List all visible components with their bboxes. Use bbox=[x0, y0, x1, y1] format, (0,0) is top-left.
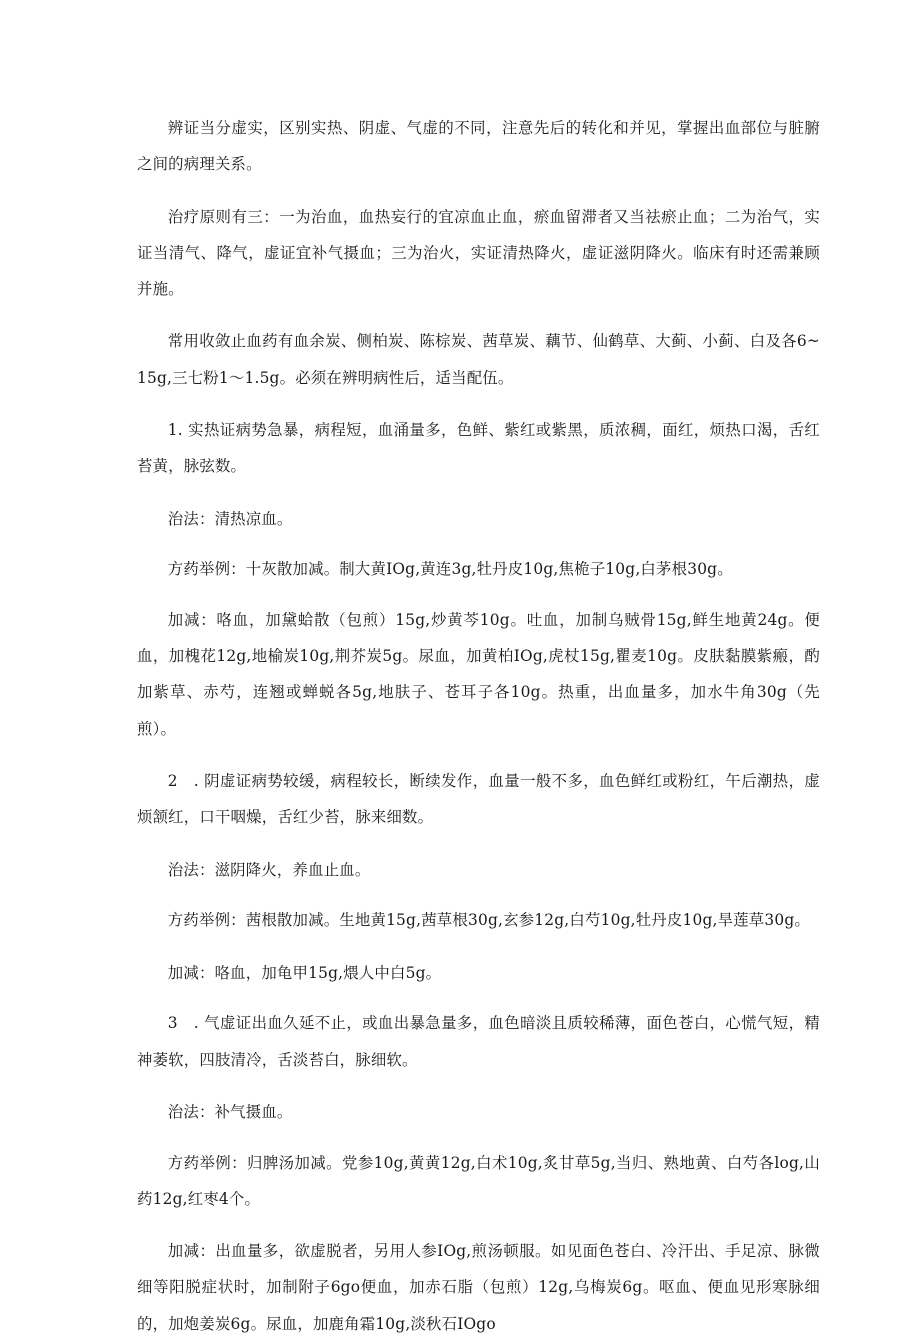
paragraph-excess-heat-formula: 方药举例：十灰散加减。制大黄IOg,黄连3g,牡丹皮10g,焦桅子10g,白茅根30g。 bbox=[167, 560, 733, 579]
paragraph-qi-deficiency-syndrome: 3 . 气虚证出血久延不止，或血出暴急量多，血色暗淡且质较稀薄，面色苍白，心慌气短，精神萎软，四肢清冷，舌淡苔白，脉细软。 bbox=[137, 1014, 820, 1069]
paragraph-qi-deficiency-modifications: 加减：出血量多，欲虚脱者，另用人参IOg,煎汤顿服。如见面色苍白、冷汗出、手足凉、脉微细等阳脱症状时，加制附子6go便血，加赤石脂（包煎）12g,乌梅炭6g。呕血、便血见形寒脉细的，加炮姜炭6g。尿血，加鹿角霜10g,淡秋石IOgo bbox=[137, 1242, 820, 1333]
paragraph-excess-heat-method: 治法：清热凉血。 bbox=[167, 509, 293, 528]
paragraph-yin-deficiency-method: 治法：滋阴降火，养血止血。 bbox=[167, 860, 371, 879]
paragraph-differentiation: 辨证当分虚实，区别实热、阴虚、气虚的不同，注意先后的转化和并见，掌握出血部位与脏腑之间的病理关系。 bbox=[137, 119, 820, 174]
paragraph-excess-heat-syndrome: 1. 实热证病势急暴，病程短，血涌量多，色鲜、紫红或紫黑，质浓稠，面红，烦热口渴，舌红苔黄，脉弦数。 bbox=[137, 420, 820, 476]
paragraph-qi-deficiency-formula: 方药举例：归脾汤加减。党参10g,黄黄12g,白术10g,炙甘草5g,当归、熟地黄、白芍各log,山药12g,红枣4个。 bbox=[137, 1153, 820, 1208]
paragraph-yin-deficiency-modifications: 加减：咯血，加龟甲15g,煨人中白5g。 bbox=[167, 963, 442, 982]
paragraph-qi-deficiency-method: 治法：补气摄血。 bbox=[167, 1102, 293, 1121]
paragraph-yin-deficiency-formula: 方药举例：茜根散加减。生地黄15g,茜草根30g,玄参12g,白芍10g,牡丹皮10g,旱莲草30g。 bbox=[167, 911, 811, 930]
paragraph-treatment-principles: 治疗原则有三：一为治血，血热妄行的宜凉血止血，瘀血留滞者又当祛瘀止血；二为治气，实证当清气、降气，虚证宜补气摄血；三为治火，实证清热降火，虚证滋阴降火。临床有时还需兼顾并施。 bbox=[137, 207, 820, 298]
paragraph-excess-heat-modifications: 加减：咯血，加黛蛤散（包煎）15g,炒黄芩10g。吐血，加制乌贼骨15g,鲜生地黄24g。便血，加槐花12g,地榆炭10g,荆芥炭5g。尿血，加黄柏IOg,虎杖15g,瞿麦10g。皮肤黏膜紫瘢，酌加紫草、赤芍，连翘或蝉蜕各5g,地肤子、苍耳子各10g。热重，出血量多，加水牛角30g（先煎）。 bbox=[137, 610, 820, 738]
paragraph-yin-deficiency-syndrome: 2 . 阴虚证病势较缓，病程较长，断续发作，血量一般不多，血色鲜红或粉红，午后潮热，虚烦颔红，口干咽燥，舌红少苔，脉来细数。 bbox=[137, 771, 820, 827]
paragraph-hemostatic-herbs: 常用收敛止血药有血余炭、侧柏炭、陈棕炭、茜草炭、藕节、仙鹤草、大蓟、小蓟、白及各6~15g,三七粉1～1.5g。必须在辨明病性后，适当配伍。 bbox=[137, 332, 820, 387]
